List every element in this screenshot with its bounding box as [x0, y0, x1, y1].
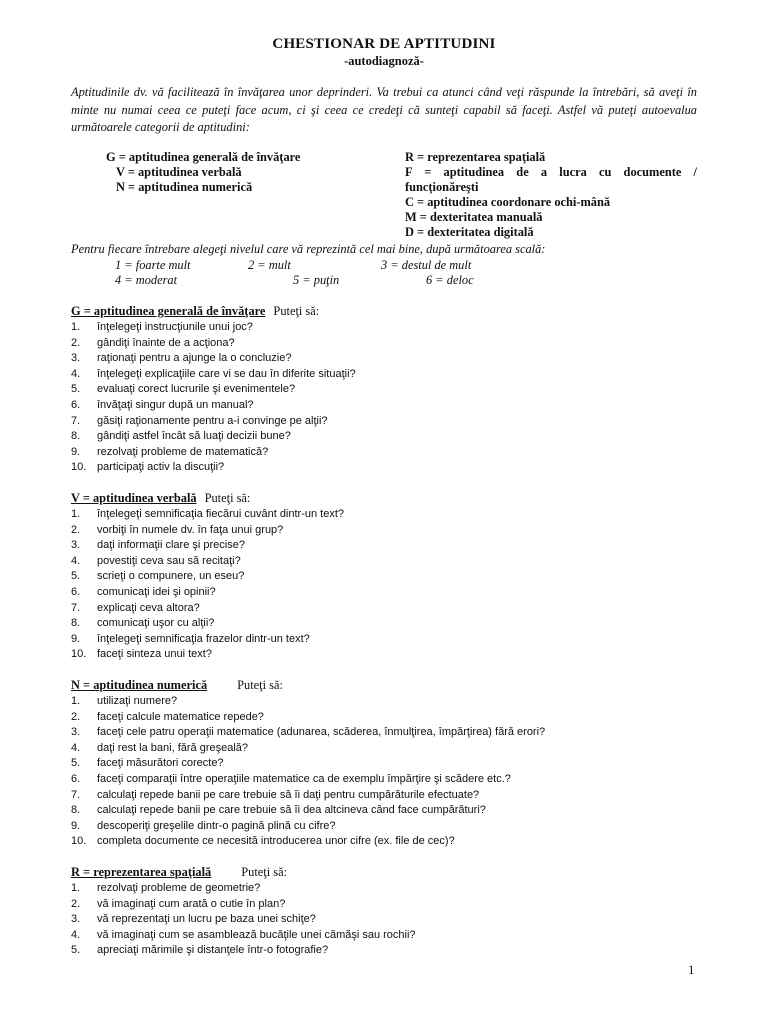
question-item: 1. înţelegeţi instrucţiunile unui joc?	[71, 321, 253, 333]
category-item: N = aptitudinea numerică	[116, 180, 253, 194]
question-item: 6. comunicaţi idei şi opinii?	[71, 585, 216, 598]
document-title: CHESTIONAR DE APTITUDINI	[272, 36, 496, 52]
scale-option: 1 = foarte mult	[115, 258, 191, 272]
scale-option: 5 = puţin	[293, 273, 340, 287]
section-prompt: Puteţi să:	[241, 865, 288, 879]
question-item: 10. participaţi activ la discuţii?	[71, 461, 225, 474]
question-item: 1. utilizaţi numere?	[71, 695, 178, 707]
question-item: 5. apreciaţi mărimile şi distanţele într-o fotografie?	[71, 944, 329, 957]
document-subtitle: -autodiagnoză-	[344, 54, 424, 68]
question-item: 9. înţelegeţi semnificaţia frazelor dintr-un text?	[71, 632, 310, 645]
section-heading-g	[71, 304, 319, 319]
section-title: G = aptitudinea generală de învăţare	[71, 304, 266, 318]
question-item: 2. vă imaginaţi cum arată o cutie în plan?	[71, 897, 286, 910]
question-list-g	[71, 320, 356, 476]
question-item: 2. gândiţi înainte de a acţiona?	[71, 336, 235, 349]
question-item: 3. raţionaţi pentru a ajunge la o concluzie?	[71, 352, 292, 365]
question-item: 7. găsiţi raţionamente pentru a-i convinge pe alţii?	[71, 414, 328, 427]
category-item: C = aptitudinea coordonare ochi-mână	[405, 195, 611, 209]
section-prompt: Puteţi să:	[273, 304, 320, 318]
question-item: 10. faceţi sinteza unui text?	[71, 648, 212, 661]
category-item: D = dexteritatea digitală	[405, 225, 534, 239]
section-heading-n	[71, 678, 283, 693]
category-item: M = dexteritatea manuală	[405, 210, 543, 224]
question-item: 8. calculaţi repede banii pe care trebuie să îi dea altcineva când face cumpărături?	[71, 804, 486, 817]
question-item: 10. completa documente ce necesită introducerea unor cifre (ex. file de cec)?	[71, 835, 455, 848]
question-item: 7. calculaţi repede banii pe care trebuie să îi daţi pentru cumpărăturile efectuate?	[71, 788, 480, 801]
question-item: 3. vă reprezentaţi un lucru pe baza unei schiţe?	[71, 913, 316, 926]
section-prompt: Puteţi să:	[204, 491, 251, 505]
question-list-v	[71, 507, 344, 663]
question-item: 5. evaluaţi corect lucrurile şi evenimentele?	[71, 383, 296, 396]
question-item: 4. povestiţi ceva sau să recitaţi?	[71, 554, 241, 567]
section-prompt: Puteţi să:	[237, 678, 283, 692]
question-item: 4. vă imaginaţi cum se asamblează bucăţile unei cămăşi sau rochii?	[71, 928, 416, 941]
question-item: 3. daţi informaţii clare şi precise?	[71, 539, 245, 552]
section-title: N = aptitudinea numerică	[71, 678, 208, 692]
question-list-n	[71, 694, 545, 850]
category-item: F = aptitudinea de a lucra cu documente / funcţionăreşti	[405, 165, 697, 194]
categories-left-column	[106, 150, 300, 195]
category-item: V = aptitudinea verbală	[116, 165, 242, 179]
question-item: 5. scrieţi o compunere, un eseu?	[71, 570, 245, 583]
scale-option: 6 = deloc	[426, 273, 474, 287]
question-item: 7. explicaţi ceva altora?	[71, 601, 200, 614]
intro-paragraph: Aptitudinile dv. vă facilitează în învăţarea unor deprinderi. Va trebui ca atunci când veţi răspunde la întrebări, să aveţi în minte nu numai ceea ce puteţi face acum, ci şi ceea ce credeţi că sunteţi capabil să faceţi. Astfel vă puteţi autoevalua următoarele categorii de aptitudini:	[71, 85, 697, 134]
section-title: R = reprezentarea spaţială	[71, 865, 212, 879]
category-item: R = reprezentarea spaţială	[405, 150, 546, 164]
question-item: 6. faceţi comparaţii între operaţiile matematice ca de exemplu împărţire şi scădere etc.?	[71, 772, 511, 785]
category-item: G = aptitudinea generală de învăţare	[106, 150, 301, 164]
question-item: 2. faceţi calcule matematice repede?	[71, 710, 264, 723]
scale-option: 3 = destul de mult	[381, 258, 472, 272]
question-item: 2. vorbiţi în numele dv. în faţa unui grup?	[71, 523, 284, 536]
question-item: 1. rezolvaţi probleme de geometrie?	[71, 882, 261, 894]
section-title: V = aptitudinea verbală	[71, 491, 197, 505]
question-item: 6. învăţaţi singur după un manual?	[71, 398, 254, 411]
categories-right-column	[405, 150, 697, 240]
question-list-r	[71, 881, 416, 959]
scale-option: 4 = moderat	[115, 273, 178, 287]
question-item: 8. comunicaţi uşor cu alţii?	[71, 617, 215, 630]
page-number: 1	[688, 962, 695, 977]
question-item: 9. rezolvaţi probleme de matematică?	[71, 445, 269, 458]
question-item: 3. faceţi cele patru operaţii matematice (adunarea, scăderea, înmulţirea, împărţirea) fără erori?	[71, 726, 546, 739]
scale-option: 2 = mult	[248, 258, 291, 272]
question-item: 8. gândiţi astfel încât să luaţi decizii bune?	[71, 430, 291, 443]
question-item: 4. înţelegeţi explicaţiile care vi se dau în diferite situaţii?	[71, 367, 356, 380]
question-item: 1. înţelegeţi semnificaţia fiecărui cuvânt dintr-un text?	[71, 508, 345, 520]
scale-instructions: Pentru fiecare întrebare alegeţi nivelul care vă reprezintă cel mai bine, după următoarea scală:	[71, 242, 546, 256]
question-item: 5. faceţi măsurători corecte?	[71, 757, 224, 770]
section-heading-r	[71, 865, 287, 880]
question-item: 9. descoperiţi greşelile dintr-o pagină plină cu cifre?	[71, 819, 336, 832]
question-item: 4. daţi rest la bani, fără greşeală?	[71, 741, 249, 754]
section-heading-v	[71, 491, 250, 506]
